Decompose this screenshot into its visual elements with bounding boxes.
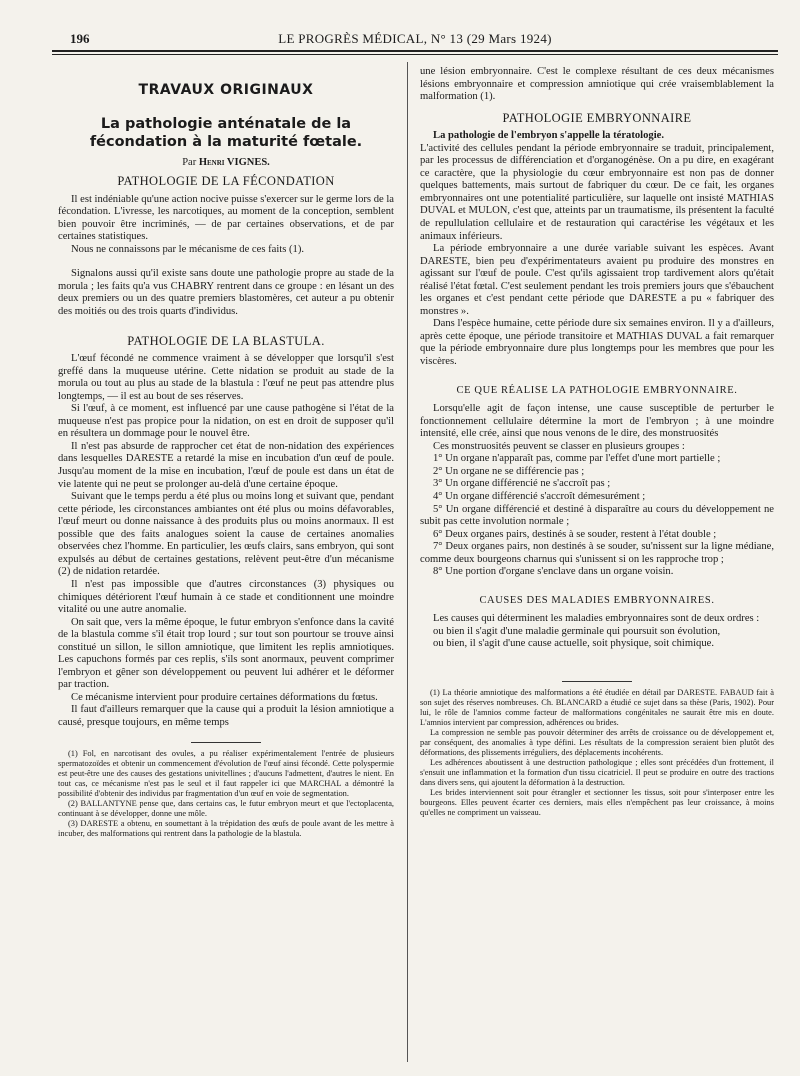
- list-item: 1° Un organe n'apparaît pas, comme par l'effet d'une mort partielle ;: [433, 453, 721, 465]
- lead-sentence: La pathologie de l'embryon s'appelle la tératologie.: [433, 130, 664, 142]
- paragraph: Si l'œuf, à ce moment, est influencé par une cause pathogène si l'état de la muqueuse n'est pas propice pour la nidation, on est en droit de supposer qu'il en résultera un dommage pour le nouvel être.: [58, 403, 394, 440]
- heading-embryonnaire: PATHOLOGIE EMBRYONNAIRE: [502, 110, 692, 125]
- right-column: [420, 66, 774, 818]
- list-item: 3° Un organe différencié ne s'accroît pas ;: [433, 478, 611, 490]
- heading-realise: CE QUE RÉALISE LA PATHOLOGIE EMBRYONNAIRE.: [456, 384, 738, 396]
- paragraph: L'œuf fécondé ne commence vraiment à se développer que lorsqu'il s'est greffé dans la muqueuse utérine. Cette nidation se produit au stade de la morula ou tout au plus au stade de la blastula : l'œuf ne peut pas attendre plus longtemps, — il est au bout de ses réserves.: [58, 353, 394, 402]
- paragraph: une lésion embryonnaire. C'est le complexe résultant de ces deux mécanismes lésions embryonnaire et compression amniotique qui crée vraisemblablement la malformation (1).: [420, 66, 774, 103]
- paragraph: Les causes qui déterminent les maladies embryonnaires sont de deux ordres :: [433, 613, 760, 625]
- heading-causes: CAUSES DES MALADIES EMBRYONNAIRES.: [479, 594, 715, 606]
- paragraph: Nous ne connaissons par le mécanisme de ces faits (1).: [71, 243, 304, 255]
- heading-fecondation: PATHOLOGIE DE LA FÉCONDATION: [117, 174, 335, 189]
- paragraph: Il est indéniable qu'une action nocive puisse s'exercer sur le germe lors de la fécondation. L'ivresse, les narcotiques, au moment de la conception, semblent bien pouvoir être incriminés, — de par certaines observations, et de par certaines statistiques.: [58, 193, 394, 243]
- paragraph: La période embryonnaire a une durée variable suivant les espèces. Avant DARESTE, bien peu d'expérimentateurs avaient pu produire des monstres en agissant sur l'œuf de poule. C'est qu'ils agissaient trop tardivement alors qu'était réalisé l'état fœtal. C'est seulement pendant les trois premiers jours que s'ébauchent les organes et c'est pendant cette période que DARESTE a pu « fabriquer des monstres ».: [420, 243, 774, 317]
- paragraph: L'activité des cellules pendant la période embryonnaire se traduit, principalement, par les processus de différenciation et d'organogénèse. On a pu dire, en exagérant ce caractère, que la physiologie du cœur embryonnaire est non pas de donner quelques battements, mais surtout de fabriquer du cœur. De ce fait, les organes embryonnaires ont une potentialité particulière, sur laquelle ont insisté MATHIAS DUVAL et MULON, c'est que, atteints par un traumatisme, ils présentent la faculté de repullulation cellulaire et de restauration qui caractérise les végétaux et les animaux inférieurs.: [420, 142, 774, 242]
- list-item: 6° Deux organes pairs, destinés à se souder, restent à l'état double ;: [433, 528, 717, 540]
- paragraph: Il n'est pas absurde de rapprocher cet état de non-nidation des expériences dans lesquelles DARESTE a retardé la mise en incubation d'un œuf de poule. Jusqu'au moment de la mise en incubation, l'œuf de poule est dans un état de vie latente qui ne peut se prolonger au-delà d'une certaine époque.: [58, 440, 394, 490]
- paragraph: Ces monstruosités peuvent se classer en plusieurs groupes :: [433, 440, 685, 452]
- paragraph: On sait que, vers la même époque, le futur embryon s'enfonce dans la cavité de la blastula comme s'il était trop lourd ; sur tout son pourtour se trouve ainsi constitué un sillon, le sillon amniotique, que limitent les replis amniotiques. Les capuchons formés par ces replis, s'ils sont anormaux, peuvent comprimer l'embryon et gêner son développement ou peuvent lui adhérer et le déformer par traction.: [58, 616, 394, 691]
- footnote-rule: [562, 681, 632, 682]
- byline: [58, 157, 394, 170]
- paragraph: Suivant que le temps perdu a été plus ou moins long et suivant que, pendant cette période, les circonstances ambiantes ont été plus ou moins défavorables, l'œuf meurt ou donne naissance à des produits plus ou moins anormaux. Il est possible que des faits analogues soient la cause de certaines anomalies observées chez l'homme. En particulier, les œufs clairs, sans embryon, qui sont expulsés au début de certaines gestations, relèvent peut-être d'un mécanisme (2) de nidation retardée.: [58, 491, 394, 578]
- paragraph: ou bien, il s'agit d'une cause actuelle, soit physique, soit chimique.: [433, 638, 714, 650]
- paragraph: Dans l'espèce humaine, cette période dure six semaines environ. Il y a d'ailleurs, après cette époque, une période transitoire et MATHIAS DUVAL a fait remarquer que la période embryonnaire dure plus longtemps pour les membres que pour les viscères.: [420, 318, 774, 368]
- footnote: La compression ne semble pas pouvoir déterminer des arrêts de croissance ou de développement et, par conséquent, des anomalies à type défini. Les résultats de la compression seraient bien plutôt des déformations, des plissements irréguliers, des déplacements incohérents.: [420, 727, 774, 757]
- paragraph: Il faut d'ailleurs remarquer que la cause qui a produit la lésion amniotique a causé, presque toujours, en même temps: [58, 704, 394, 728]
- list-item: 7° Deux organes pairs, non destinés à se souder, su'nissent sur la ligne médiane, comme deux bourgeons charnus qui s'unissent si on les rapproche trop ;: [420, 541, 774, 565]
- footnote: Les brides interviennent soit pour étrangler et sectionner les tissus, soit pour s'interposer entre les bourgeons. Elles peuvent écarter ces derniers, mais elles n'empêchent pas leur croissance, à moins qu'elles ne compriment un vaisseau.: [420, 787, 774, 817]
- footnotes-left: [58, 749, 394, 839]
- left-column: [58, 70, 394, 839]
- paragraph: ou bien il s'agit d'une maladie germinale qui poursuit son évolution,: [433, 625, 721, 637]
- page-header: [52, 28, 778, 50]
- article-title: La pathologie anténatale de la fécondation à la maturité fœtale.: [89, 115, 363, 150]
- column-divider: [407, 62, 408, 1062]
- paragraph: Il n'est pas impossible que d'autres circonstances (3) physiques ou chimiques détériorent l'œuf humain à ce stade et conditionnent une moindre vitalité ou une autre anomalie.: [58, 578, 394, 616]
- running-title: LE PROGRÈS MÉDICAL, N° 13 (29 Mars 1924): [278, 31, 552, 46]
- byline-prefix: Par: [182, 156, 197, 168]
- footnote: Les adhérences aboutissent à une destruction pathologique ; elles sont précédées d'un frottement, il s'ensuit une inflammation et la formation d'un tissu cicatriciel. Il peut se produire en outre des tractions dans divers sens, qui ajoutent la déformation à la destruction.: [420, 757, 774, 787]
- paragraph: Signalons aussi qu'il existe sans doute une pathologie propre au stade de la morula ; les faits qu'a vus CHABRY rentrent dans ce groupe : en lésant un des deux premiers ou un des quatre premiers blastomères, cet auteur a pu obtenir des moitiés ou des trois quarts d'individus.: [58, 268, 394, 318]
- page-number: 196: [70, 31, 90, 46]
- header-rule-thin: [52, 54, 778, 55]
- list-item: 2° Un organe ne se différencie pas ;: [433, 465, 585, 477]
- section-heading: TRAVAUX ORIGINAUX: [138, 82, 314, 98]
- heading-blastula: PATHOLOGIE DE LA BLASTULA.: [127, 333, 325, 348]
- footnote: (3) DARESTE a obtenu, en soumettant à la trépidation des œufs de poule avant de les mettre à incuber, des malformations qui rentrent dans la pathologie de la blastula.: [58, 818, 394, 838]
- footnote: (1) La théorie amniotique des malformations a été étudiée en détail par DARESTE. FABAUD fait à son sujet des réserves nombreuses. Ch. BLANCARD a étudié ce sujet dans sa thèse (Paris, 1902). Pour lui, le rôle de l'amnios comme facteur de malformations congénitales ne saurait être mis en doute. L'amnios intervient par compression, adhérences ou brides.: [420, 687, 774, 727]
- list-item: 4° Un organe différencié s'accroît démesurément ;: [433, 490, 646, 502]
- footnote: (2) BALLANTYNE pense que, dans certains cas, le futur embryon meurt et que l'ectoplacenta, continuant à se développer, donne une môle.: [58, 798, 394, 818]
- list-item: 5° Un organe différencié et destiné à disparaître au cours du développement ne subit pas cette involution normale ;: [420, 503, 774, 528]
- header-rule: [52, 50, 778, 52]
- list-item: 8° Une portion d'organe s'enclave dans un organe voisin.: [433, 566, 674, 578]
- footnote: (1) Fol, en narcotisant des ovules, a pu réaliser expérimentalement l'entrée de plusieurs spermatozoïdes et obtenir un commencement d'évolution de l'œuf ainsi fécondé. Cette polyspermie est peut-être une des causes des gestations univitellines ; d'aucuns l'admettent, d'autres le nient. En tout cas, ce mécanisme n'est pas le seul et il faut rappeler ici que MARCHAL a démontré la possibilité d'obtenir des individus par fragmentation d'un œuf en voie de segmentation.: [58, 748, 394, 798]
- footnotes-right: [420, 688, 774, 818]
- paragraph: Lorsqu'elle agit de façon intense, une cause susceptible de perturber le fonctionnement cellulaire détermine la mort de l'embryon ; à une moindre intensité, elle crée, ainsi que nous venons de le dire, des monstruosités: [420, 403, 774, 440]
- footnote-rule: [191, 742, 261, 743]
- paragraph: Ce mécanisme intervient pour produire certaines déformations du fœtus.: [71, 691, 378, 703]
- author-name: Henri VIGNES.: [198, 156, 270, 168]
